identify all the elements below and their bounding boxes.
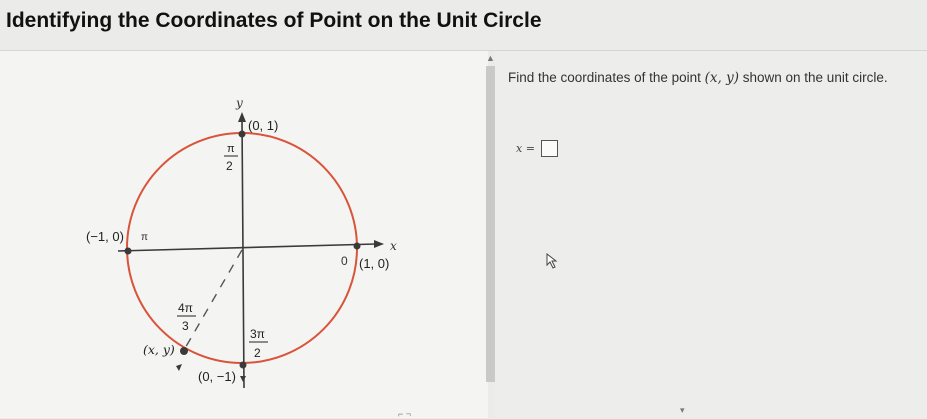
angle-pi-over-2-den: 2	[226, 159, 233, 173]
origin-label: 0	[341, 254, 348, 268]
angle-pi-over-2-num: π	[227, 143, 235, 155]
point-target-dot	[180, 347, 188, 355]
mouse-pointer-icon	[546, 253, 560, 269]
y-axis	[242, 120, 244, 388]
point-right-dot	[354, 243, 361, 250]
point-left-dot	[125, 248, 132, 255]
axis-y-label: y	[236, 96, 243, 110]
x-axis	[118, 244, 376, 251]
question-pane	[495, 51, 927, 418]
point-bottom-label: (0, −1)	[198, 369, 236, 384]
question-text-after: shown on the unit circle.	[739, 70, 888, 85]
pointer-mark-left-icon	[176, 364, 182, 371]
pointer-mark-right-icon	[240, 376, 246, 382]
point-bottom-dot	[240, 362, 247, 369]
question-text	[508, 70, 888, 86]
y-axis-arrow-icon	[238, 112, 246, 122]
angle-4pi-over-3-num: 4π	[178, 301, 193, 315]
point-top-label: (0, 1)	[248, 118, 279, 133]
dashed-radius	[184, 250, 242, 350]
x-axis-arrow-icon	[374, 240, 384, 248]
bottom-resize-mark: ⌐ ¬	[398, 409, 412, 419]
page-title: Identifying the Coordinates of Point on the Unit Circle	[6, 9, 542, 32]
axis-x-label: x	[390, 239, 397, 253]
point-target-label: (x, y)	[143, 342, 175, 357]
answer-row	[516, 137, 558, 159]
scroll-up-icon[interactable]: ▲	[486, 53, 495, 63]
angle-3pi-over-2-den: 2	[254, 346, 261, 360]
point-top-dot	[239, 131, 246, 138]
angle-3pi-over-2-num: 3π	[250, 327, 265, 341]
angle-4pi-over-3-den: 3	[182, 319, 189, 333]
question-math: (x, y)	[704, 70, 739, 86]
expand-arrow-icon[interactable]: ▾	[680, 405, 685, 415]
point-left-label: (−1, 0)	[86, 229, 124, 244]
unit-circle-figure	[0, 51, 488, 418]
angle-pi-label: π	[141, 232, 148, 243]
question-text-before: Find the coordinates of the point	[508, 70, 705, 85]
answer-label: x =	[516, 141, 535, 155]
answer-input[interactable]	[541, 140, 558, 157]
point-right-label: (1, 0)	[359, 256, 390, 271]
pane-splitter[interactable]	[486, 66, 495, 382]
